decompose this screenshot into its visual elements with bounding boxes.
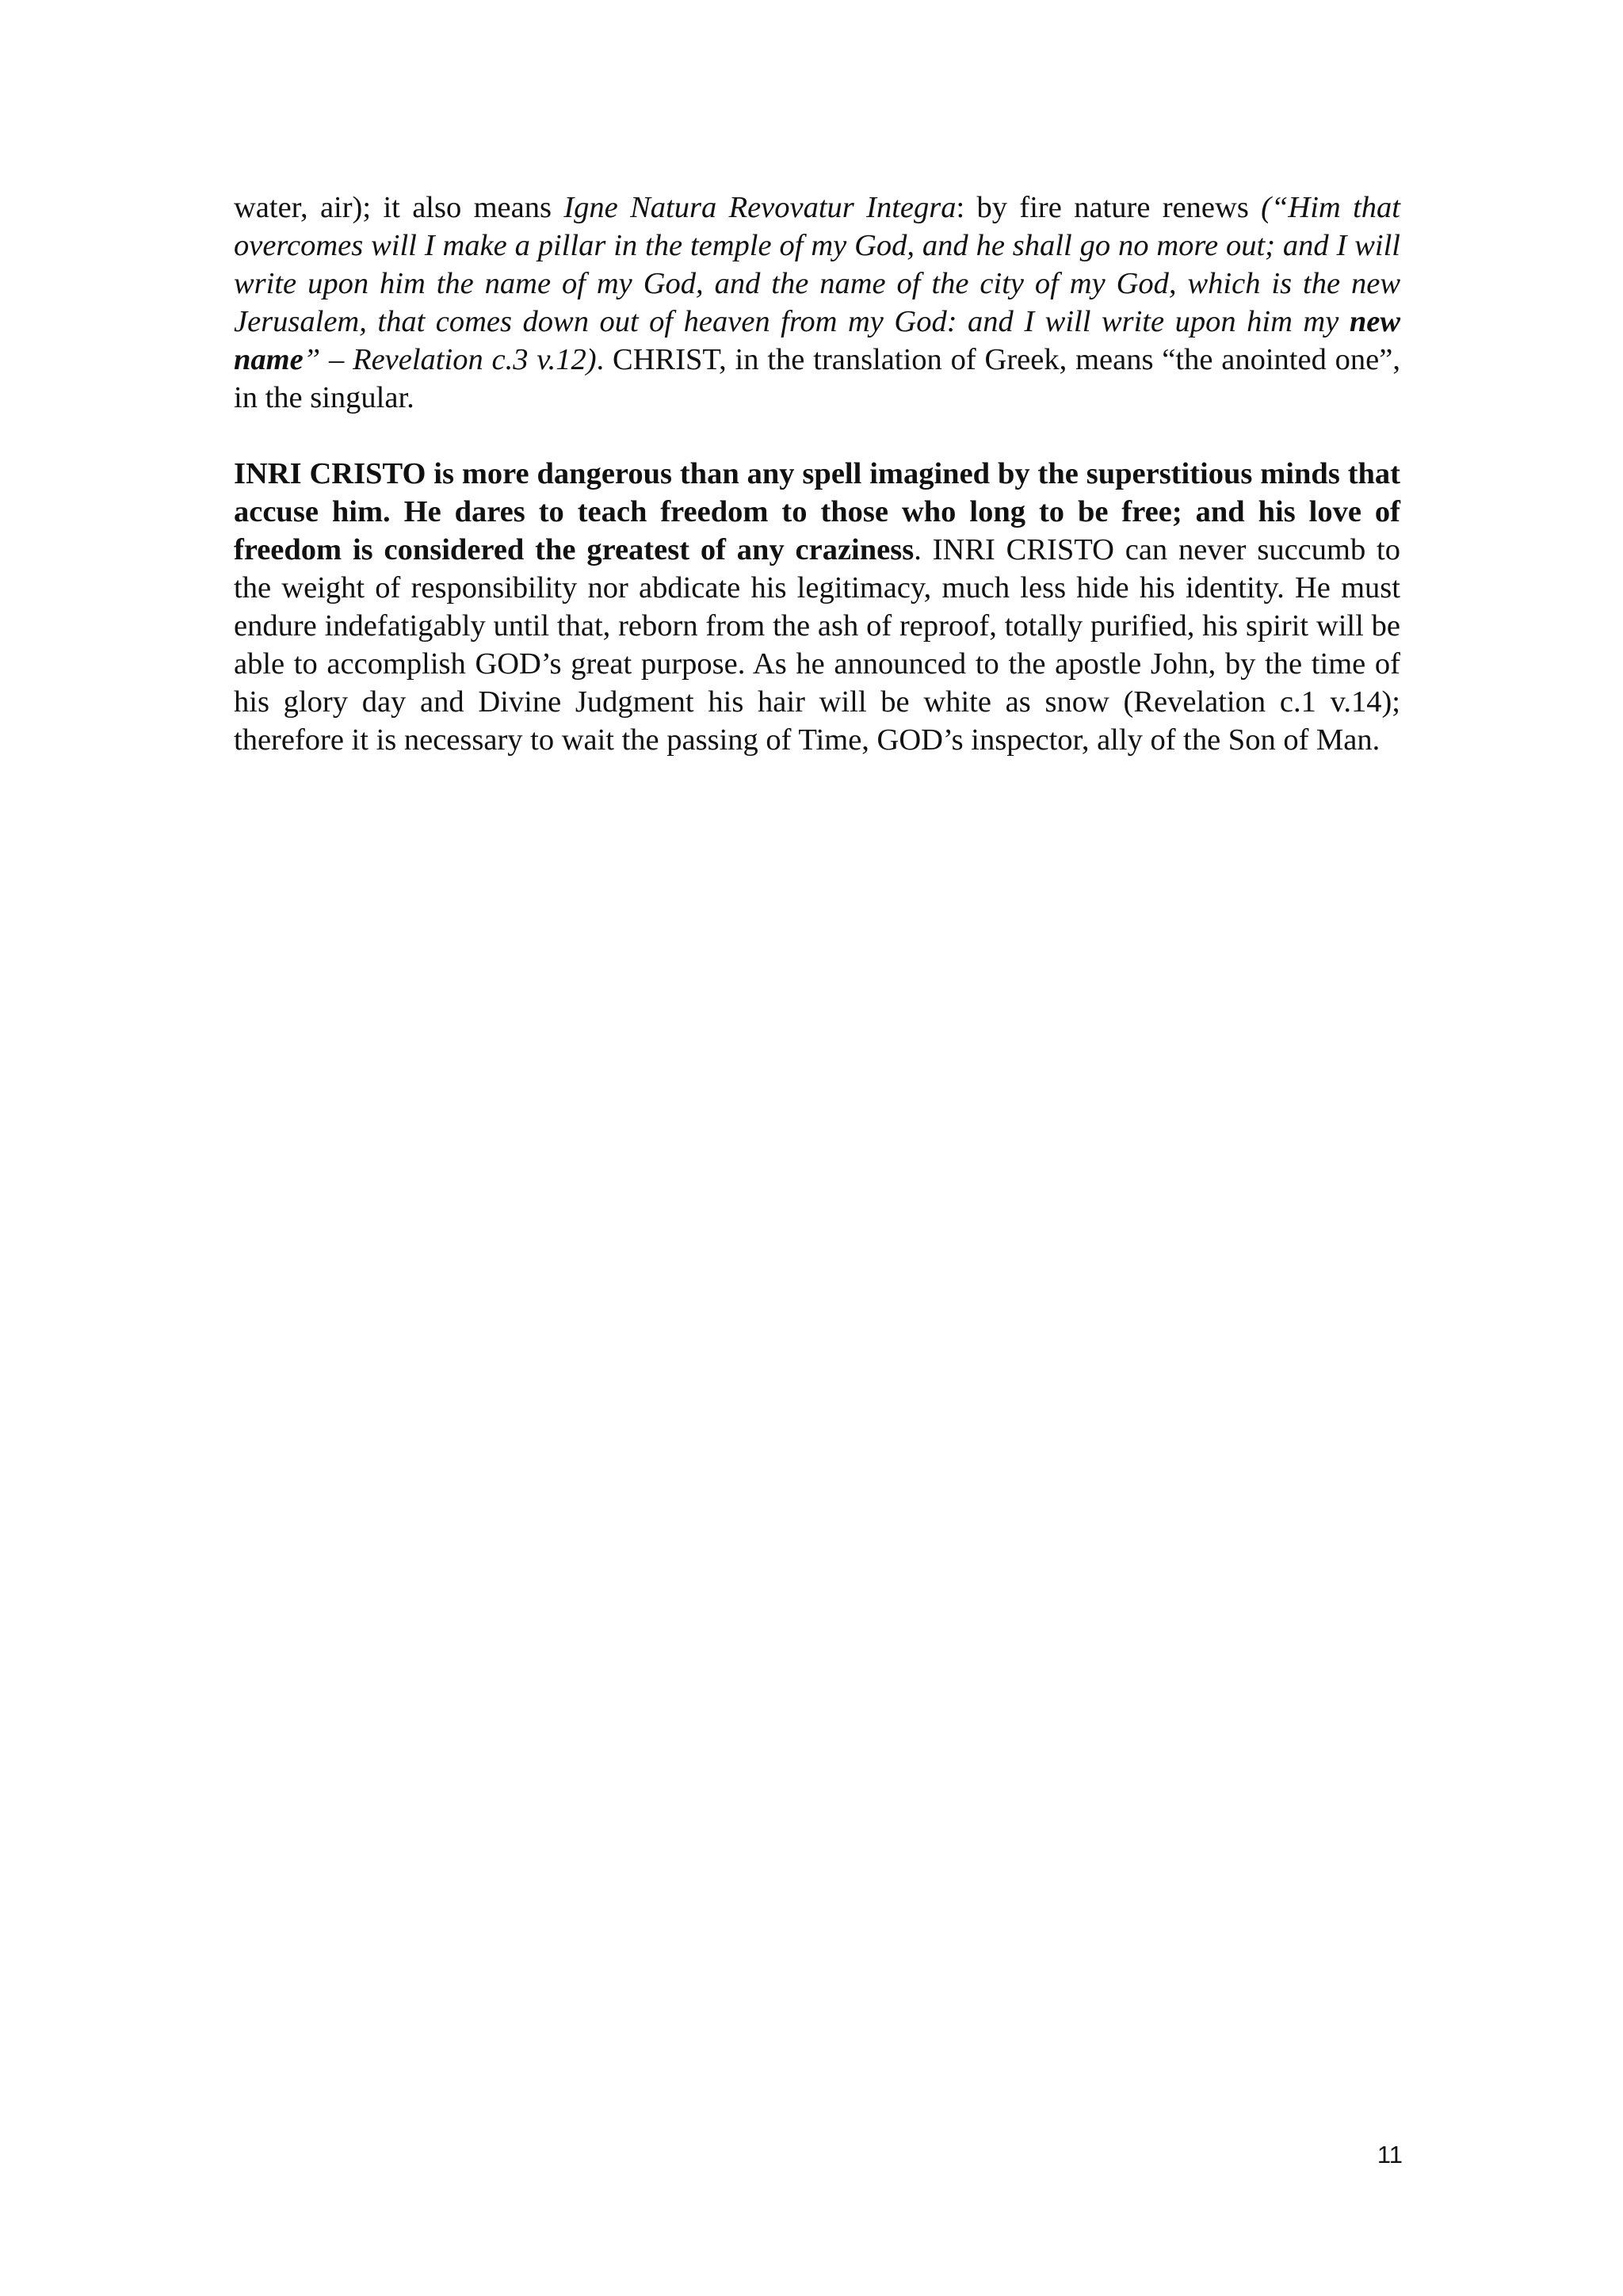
text-segment: . CHRIST, in the translation of Greek, means “the anointed one”, in the singular. xyxy=(234,343,1400,414)
page-number: 11 xyxy=(1377,2141,1403,2168)
paragraph-inri-meaning xyxy=(234,189,1400,417)
revelation-citation: ” – Revelation c.3 v.12) xyxy=(303,343,597,376)
paragraph-inri-cristo xyxy=(234,455,1400,759)
text-segment: . INRI CRISTO can never succumb to the weight of responsibility nor abdicate his legitimacy, much less hide his identity. He must endure indefatigably until that, reborn from the ash of reproof, totally purified, his spirit will be able to accomplish GOD’s great purpose. As he announced to the apostle John, by the time of his glory day and Divine Judgment his hair will be white as snow (Revelation c.1 v.14); therefore it is necessary to wait the passing of Time, GOD’s inspector, ally of the Son of Man. xyxy=(234,533,1401,757)
text-segment: water, air); it also means xyxy=(234,191,564,224)
bold-statement: INRI CRISTO is more dangerous than any spell imagined by the superstitious minds that accuse him. He dares to teach freedom to those who long to be free; and his love of freedom is considered the greatest of any craziness xyxy=(234,457,1400,566)
latin-phrase: Igne Natura Revovatur Integra xyxy=(563,191,957,224)
text-segment: : by fire nature renews xyxy=(956,191,1262,224)
revelation-quote: (“Him that overcomes will I make a pillar in the temple of my God, and he shall go no more out; and I will write upon him the name of my God, and the name of the city of my God, which is the new Jerusalem, that comes down out of heaven from my God: and I will write upon him my xyxy=(234,191,1400,338)
new-name-emphasis: new name xyxy=(234,305,1400,376)
page-body xyxy=(234,189,1400,797)
